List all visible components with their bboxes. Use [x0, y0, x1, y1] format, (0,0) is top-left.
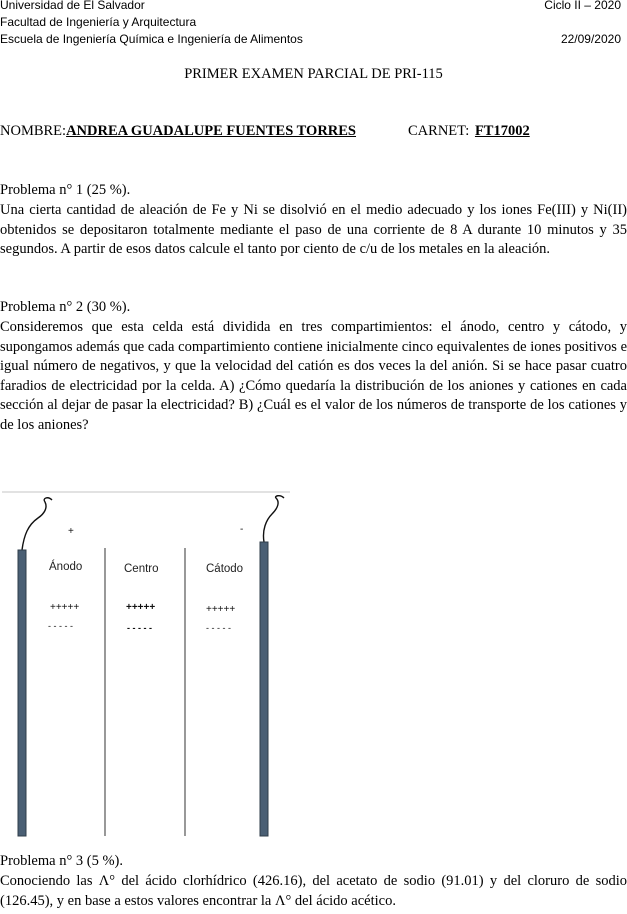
student-carnet: FT17002	[474, 123, 530, 139]
cations-center: +++++	[126, 602, 156, 613]
school-name: Escuela de Ingeniería Química e Ingeniería de Alimentos	[0, 32, 303, 46]
university-name: Universidad de El Salvador	[0, 0, 145, 12]
problem-1-heading: Problema n° 1 (25 %).	[0, 182, 131, 198]
anions-cathode: - - - - -	[206, 623, 231, 633]
name-label: NOMBRE:	[0, 123, 67, 139]
electrolytic-cell-figure	[0, 490, 300, 840]
anions-center: - - - - -	[127, 623, 152, 633]
cations-cathode: +++++	[206, 604, 236, 615]
cathode-wire	[263, 496, 284, 542]
problem-1-text: Una cierta cantidad de aleación de Fe y Ni se disolvió en el medio adecuado y los iones Fe(III) y Ni(II) obtenidos se depositaron totalmente mediante el paso de una corriente de 8 A durante 10 minutos y 35 segundos. A partir de esos datos calcule el tanto por ciento de c/u de los metales en la aleación.	[0, 202, 627, 257]
problem-3-text: Conociendo las Λ° del ácido clorhídrico (426.16), del acetato de sodio (91.01) y del cloruro de sodio (126.45), y en base a estos valores encontrar la Λ° del ácido acético.	[0, 873, 627, 909]
cell-diagram	[0, 490, 300, 840]
minus-sign: -	[240, 524, 244, 535]
problem-2-heading: Problema n° 2 (30 %).	[0, 299, 131, 315]
faculty-name: Facultad de Ingeniería y Arquitectura	[0, 15, 197, 29]
compartment-label-cathode: Cátodo	[206, 563, 244, 575]
plus-sign: +	[68, 526, 74, 537]
anode-wire	[22, 498, 52, 550]
cations-anode: +++++	[50, 602, 80, 613]
carnet-label: CARNET:	[408, 123, 470, 139]
problem-3-heading: Problema n° 3 (5 %).	[0, 853, 123, 869]
anions-anode: - - - - -	[48, 621, 73, 631]
student-name: ANDREA GUADALUPE FUENTES TORRES	[66, 123, 357, 139]
cathode-electrode	[260, 542, 268, 836]
cycle-label: Ciclo II – 2020	[544, 0, 621, 12]
student-line	[0, 123, 534, 140]
problem-2-text: Consideremos que esta celda está dividida en tres compartimientos: el ánodo, centro y cátodo, y supongamos además que cada compartimiento contiene inicialmente cinco equivalentes de iones positivos e igual número de negativos, y que la velocidad del catión es dos veces la del anión. Si se hace pasar cuatro faradios de electricidad por la celda. A) ¿Cómo quedaría la distribución de los aniones y cationes en cada sección al dejar de pasar la electricidad? B) ¿Cuál es el valor de los números de transporte de los cationes y de los aniones?	[0, 319, 627, 433]
anode-electrode	[18, 550, 26, 836]
compartment-label-anode: Ánodo	[49, 561, 83, 573]
exam-title: PRIMER EXAMEN PARCIAL DE PRI-115	[184, 66, 443, 82]
exam-date: 22/09/2020	[560, 32, 621, 46]
compartment-label-center: Centro	[124, 563, 159, 575]
